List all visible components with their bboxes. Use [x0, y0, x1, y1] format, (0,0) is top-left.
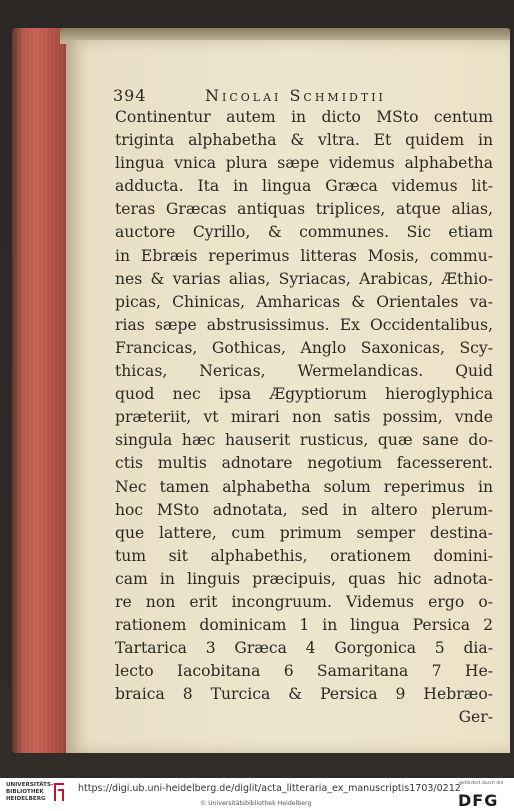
running-head: Nicolai Schmidtii [205, 86, 386, 105]
text-line: triginta alphabetha & vltra. Et quidem in [115, 131, 493, 150]
text-line: re non erit incongruum. Videmus ergo o- [115, 592, 493, 611]
text-line: quod nec ipsa Ægyptiorum hieroglyphica [115, 385, 493, 404]
text-line: hoc MSto adnotata, sed in altero plerum- [115, 500, 493, 519]
book-edge-red [12, 28, 74, 753]
text-line: lecto Iacobitana 6 Samaritana 7 He- [115, 662, 493, 681]
text-line: Tartarica 3 Græca 4 Gorgonica 5 dia- [115, 639, 493, 658]
text-line: in Ebræis reperimus litteras Mosis, commu- [115, 246, 493, 265]
text-line: picas, Chinicas, Amharicas & Orientales va- [115, 292, 493, 311]
text-line: adducta. Ita in lingua Græca videmus lit- [115, 177, 493, 196]
text-line: nes & varias alias, Syriacas, Arabicas, Æthio- [115, 269, 493, 288]
page-number: 394 [113, 86, 147, 105]
text-line: rias sæpe abstrusissimus. Ex Occidentalibus, [115, 315, 493, 334]
text-line: cam in linguis præcipuis, quas hic adnota- [115, 569, 493, 588]
text-line: braica 8 Turcica & Persica 9 Hebræo- [115, 685, 493, 704]
body-text [115, 106, 493, 730]
copyright-notice: © Universitätsbibliothek Heidelberg [200, 800, 312, 807]
text-line: teras Græcas antiquas triplices, atque alias, [115, 200, 493, 219]
text-line: que lattere, cum primum semper destina- [115, 523, 493, 542]
text-line: Continentur autem in dicto MSto centum [115, 108, 493, 126]
ub-heidelberg-logo-mark-icon [52, 781, 66, 803]
text-line: thicas, Nericas, Wermelandicas. Quid [115, 362, 493, 381]
text-line: auctore Cyrillo, & communes. Sic etiam [115, 223, 493, 242]
catchword: Ger- [458, 708, 493, 727]
page-header [113, 86, 433, 108]
text-line: lingua vnica plura sæpe videmus alphabetha [115, 154, 493, 173]
permalink-url[interactable]: https://digi.ub.uni-heidelberg.de/diglit/acta_litteraria_ex_manuscriptis1703/0212 [78, 783, 461, 794]
dfg-funding-note: gefördert durch die [459, 781, 504, 786]
text-line: ctis multis adnotare negotium facesserent. [115, 454, 493, 473]
dfg-logo[interactable]: DFG [458, 791, 499, 810]
text-line: Nec tamen alphabetha solum reperimus in [115, 477, 493, 496]
text-line: rationem dominicam 1 in lingua Persica 2 [115, 616, 493, 635]
ub-heidelberg-logo[interactable]: UNIVERSITÄTS- BIBLIOTHEK HEIDELBERG [6, 782, 54, 802]
viewer-footer [0, 778, 514, 811]
text-line: tum sit alphabethis, orationem domini- [115, 546, 493, 565]
text-line: singula hæc hauserit rusticus, quæ sane do- [115, 431, 493, 450]
text-line: Francicas, Gothicas, Anglo Saxonicas, Scy- [115, 338, 493, 357]
text-line: præteriit, vt mirari non satis possim, vnde [115, 408, 493, 427]
